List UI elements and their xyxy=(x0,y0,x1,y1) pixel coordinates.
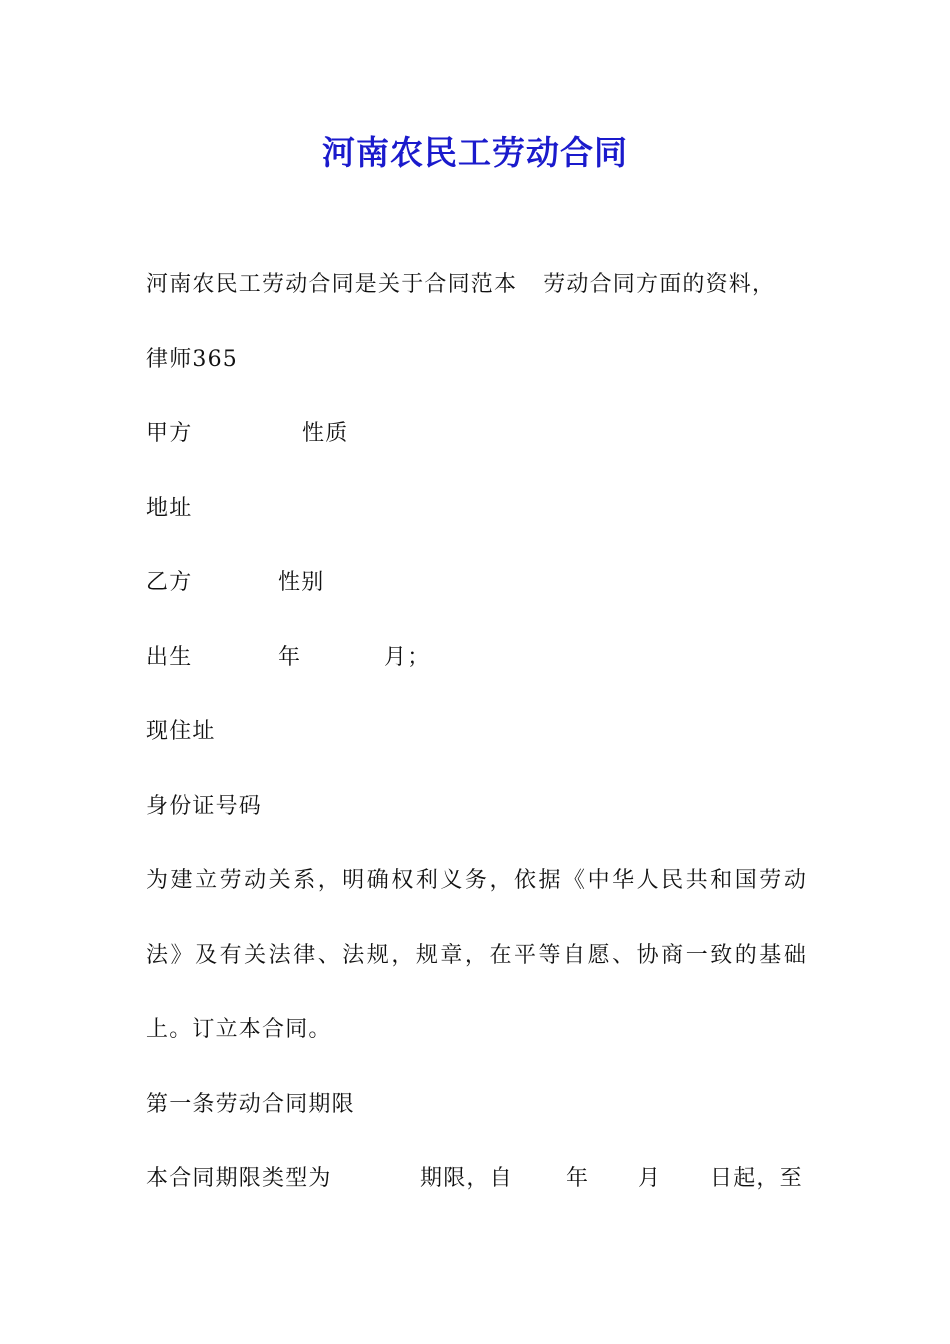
term-year-label: 年 xyxy=(566,1166,590,1191)
party-a-line xyxy=(146,417,349,451)
birth-label: 出生 xyxy=(146,645,193,670)
intro-text-a: 河南农民工劳动合同是关于合同范本 xyxy=(146,272,518,297)
article-1-term-line xyxy=(146,1162,806,1196)
preamble-line-3: 上。订立本合同。 xyxy=(146,1017,332,1042)
document-title: 河南农民工劳动合同 xyxy=(322,133,628,172)
birth-year-label: 年 xyxy=(278,645,302,670)
intro-text-b: 劳动合同方面的资料， xyxy=(543,272,776,297)
article-1-heading: 第一条劳动合同期限 xyxy=(146,1092,355,1117)
party-a-label: 甲方 xyxy=(146,421,193,446)
party-b-line xyxy=(146,566,325,600)
party-b-label: 乙方 xyxy=(146,570,193,595)
term-from-label: 期限，自 xyxy=(420,1166,513,1191)
preamble-line-2: 法 》 及 有 关 法 律 、 法 规 ， 规 章 ， 在 平 等 自 愿 、 协 商 一 致 的 基 础 xyxy=(146,943,806,968)
current-address-label: 现住址 xyxy=(146,719,216,744)
source-line: 律师365 xyxy=(146,347,238,372)
term-day-to-label: 日起，至 xyxy=(710,1166,803,1191)
address-label: 地址 xyxy=(146,496,193,521)
preamble-line-1: 为 建 立 劳 动 关 系 ， 明 确 权 利 义 务 ， 依 据 《 中 华 人 民 共 和 国 劳 动 xyxy=(146,868,806,893)
id-number-label: 身份证号码 xyxy=(146,794,263,819)
party-a-nature-label: 性质 xyxy=(302,421,349,446)
term-month-label: 月 xyxy=(638,1166,662,1191)
intro-line xyxy=(146,268,775,302)
party-b-gender-label: 性别 xyxy=(278,570,325,595)
birth-month-label: 月； xyxy=(384,645,431,670)
term-type-label: 本合同期限类型为 xyxy=(146,1166,332,1191)
birth-line xyxy=(146,641,431,675)
